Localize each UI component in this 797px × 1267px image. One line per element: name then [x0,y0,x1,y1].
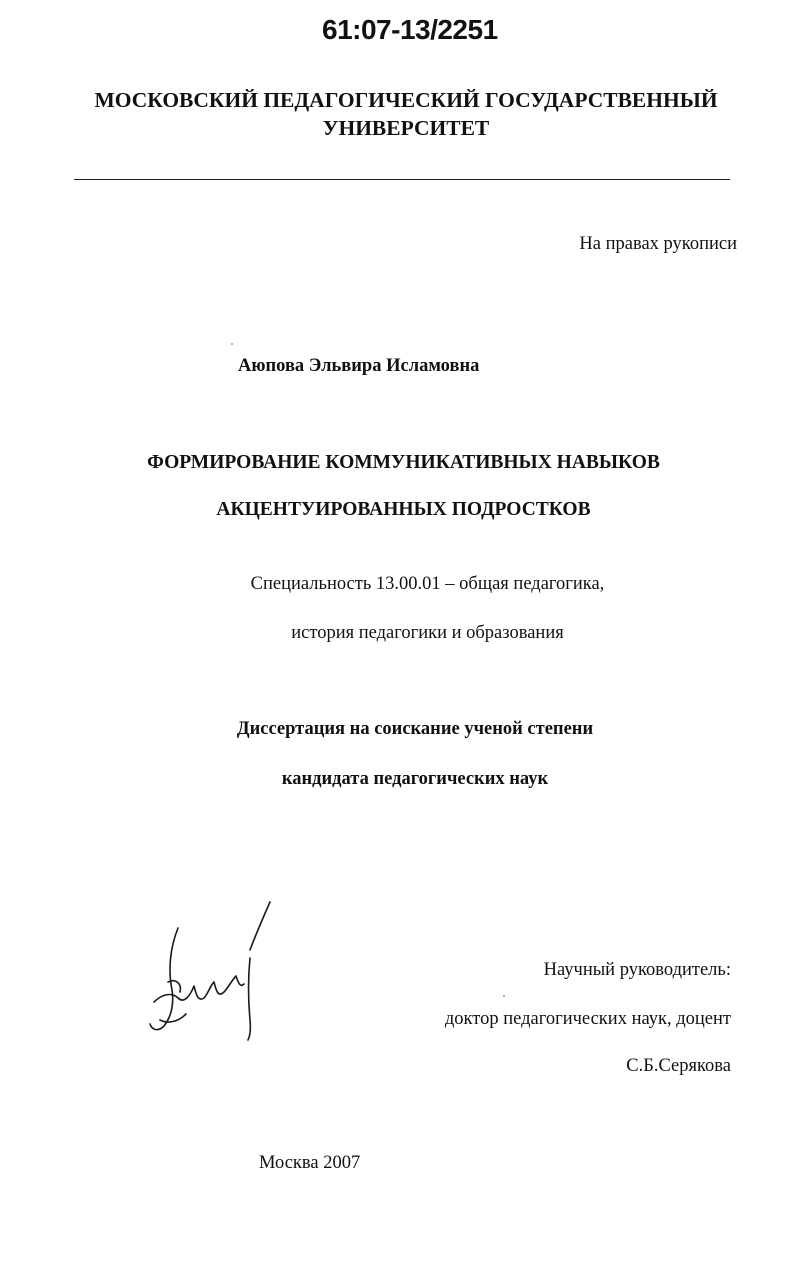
university-name [0,86,797,142]
catalog-number: 61:07-13/2251 [322,14,498,45]
university-line-1: МОСКОВСКИЙ ПЕДАГОГИЧЕСКИЙ ГОСУДАРСТВЕННЫЙ [94,88,718,112]
specialty-line-1: Специальность 13.00.01 – общая педагогика, [250,574,605,594]
manuscript-rights: На правах рукописи [579,234,737,254]
city-year: Москва 2007 [259,1153,361,1173]
header-divider [74,179,730,180]
scan-speck [503,995,505,997]
thesis-title-line-2: АКЦЕНТУИРОВАННЫХ ПОДРОСТКОВ [216,499,591,520]
scan-speck [231,343,233,345]
advisor-label: Научный руководитель: [543,960,731,980]
dissertation-line-1: Диссертация на соискание ученой степени [236,719,594,739]
dissertation-line-2: кандидата педагогических наук [281,769,549,789]
advisor-name: С.Б.Серякова [626,1056,731,1076]
specialty-line-2: история педагогики и образования [291,623,564,643]
author-name: Аюпова Эльвира Исламовна [238,356,480,376]
author-signature [138,898,288,1048]
advisor-degree: доктор педагогических наук, доцент [444,1009,731,1029]
university-line-2: УНИВЕРСИТЕТ [322,116,490,140]
thesis-title-line-1: ФОРМИРОВАНИЕ КОММУНИКАТИВНЫХ НАВЫКОВ [147,452,660,473]
